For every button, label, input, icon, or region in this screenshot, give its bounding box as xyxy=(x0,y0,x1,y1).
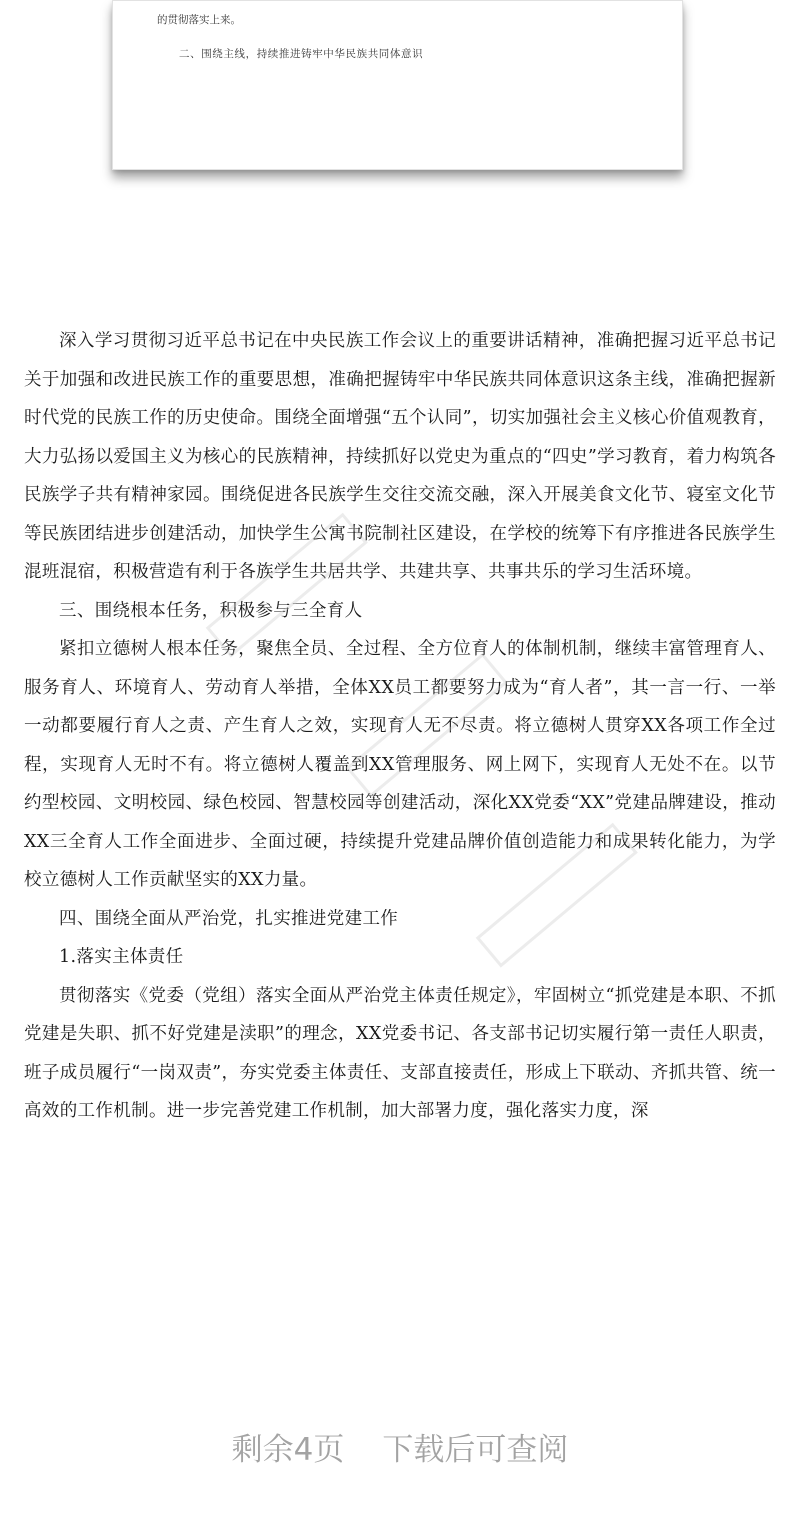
section-heading-3: 三、围绕根本任务，积极参与三全育人 xyxy=(59,600,363,621)
paragraph-responsibility: 贯彻落实《党委（党组）落实全面从严治党主体责任规定》，牢固树立“抓党建是本职、不抓党建是失职、抓不好党建是渎职”的理念，XX党委书记、各支部书记切实履行第一责任人职责，班子成员履行“一岗双责”，夯实党委主体责任、支部直接责任，形成上下联动、齐抓共管、统一高效的工作机制。进一步完善党建工作机制，加大部署力度，强化落实力度，深 xyxy=(24,985,776,1121)
download-prompt[interactable] xyxy=(0,1428,800,1472)
paragraph-ethnic-work: 深入学习贯彻习近平总书记在中央民族工作会议上的重要讲话精神，准确把握习近平总书记关于加强和改进民族工作的重要思想，准确把握铸牢中华民族共同体意识这条主线，准确把握新时代党的民族工作的历史使命。围绕全面增强“五个认同”，切实加强社会主义核心价值观教育，大力弘扬以爱国主义为核心的民族精神，持续抓好以党史为重点的“四史”学习教育，着力构筑各民族学子共有精神家园。围绕促进各民族学生交往交流交融，深入开展美食文化节、寝室文化节等民族团结进步创建活动，加快学生公寓书院制社区建设，在学校的统筹下有序推进各民族学生混班混宿，积极营造有利于各族学生共居共学、共建共享、共事共乐的学习生活环境。 xyxy=(24,331,776,582)
preview-section-heading: 二、围绕主线，持续推进铸牢中华民族共同体意识 xyxy=(179,48,424,60)
document-body xyxy=(24,322,776,1131)
download-to-view-link[interactable]: 下载后可查阅 xyxy=(382,1432,569,1468)
subsection-heading-1: 1.落实主体责任 xyxy=(59,947,184,967)
preview-text-line: 的贯彻落实上来。 xyxy=(157,14,241,26)
section-heading-4: 四、围绕全面从严治党，扎实推进党建工作 xyxy=(59,908,399,929)
page-preview-card xyxy=(112,0,683,170)
remaining-pages-text[interactable]: 剩余4页 xyxy=(231,1432,345,1468)
paragraph-education: 紧扣立德树人根本任务，聚焦全员、全过程、全方位育人的体制机制，继续丰富管理育人、服务育人、环境育人、劳动育人举措，全体XX员工都要努力成为“育人者”，其一言一行、一举一动都要履行育人之责、产生育人之效，实现育人无不尽责。将立德树人贯穿XX各项工作全过程，实现育人无时不有。将立德树人覆盖到XX管理服务、网上网下，实现育人无处不在。以节约型校园、文明校园、绿色校园、智慧校园等创建活动，深化XX党委“XX”党建品牌建设，推动XX三全育人工作全面进步、全面过硬，持续提升党建品牌价值创造能力和成果转化能力，为学校立德树人工作贡献坚实的XX力量。 xyxy=(24,639,776,890)
